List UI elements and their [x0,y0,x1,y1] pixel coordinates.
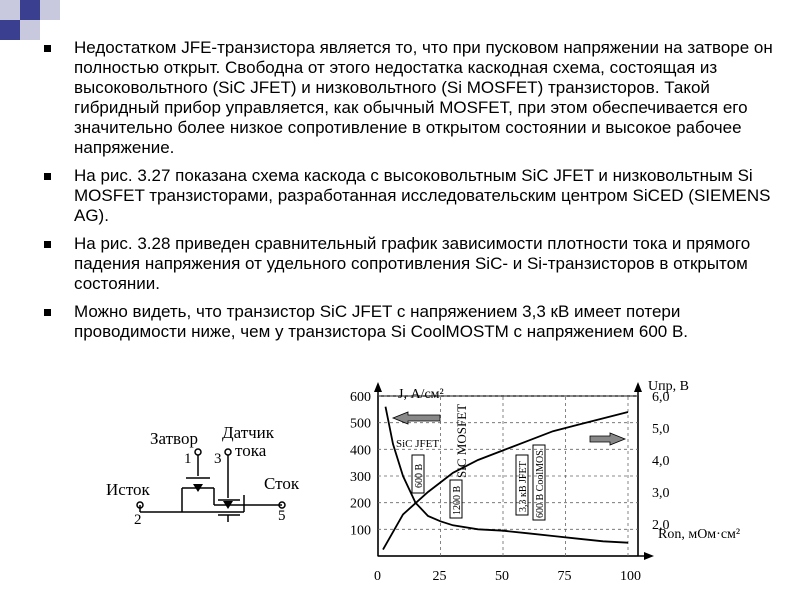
y-right-tick-label: 6,0 [652,390,670,405]
y-right-tick-label: 5,0 [652,422,670,437]
y-right-label: Uпр, В [648,379,689,394]
pin-1-label: 1 [184,451,192,467]
y-left-arrow-icon [374,382,382,392]
v600-label: 600 B [414,463,425,488]
y-left-tick-label: 600 [350,390,371,405]
source-label: Исток [106,480,150,499]
gate-label: Затвор [150,429,198,448]
bullet-text: На рис. 3.27 показана схема каскода с высоковольтным SiC JFET и низковольтным Si MOSFET транзисторами, разработанная исследовательским центром SiCED (SIEMENS AG). [74,166,771,225]
sic-jfet-label: SiC JFET [396,438,440,450]
y-left-label: J, А/см² [398,387,444,402]
y-left-tick-label: 100 [350,523,371,539]
x-arrow-icon [644,552,654,560]
x-tick-label: 50 [495,569,509,584]
bullet-text: Можно видеть, что транзистор SiC JFET с напряжением 3,3 кВ имеет потери проводимости ниже, чем у транзистора Si CoolMOSTM с напряжением 600 В. [74,302,689,341]
drain-label: Сток [264,474,300,493]
right-arrow-icon [590,433,625,445]
x-tick-label: 75 [557,569,572,584]
jfet33-label: 3,3 кВ JFET [518,461,529,512]
y-left-tick-label: 500 [350,416,371,432]
x-axis-label: Ron, мОм·см² [658,527,741,542]
y-right-arrow-icon [634,382,642,392]
bullet-text: Недостатком JFE-транзистора является то, что при пусковом напряжении на затворе он полностью открыт. Свободна от этого недостатка каскодная схема, состоящая из высоковольтного (SiC JFET) и низковольтного (Si MOSFET) транзисторов. Такой гибридный прибор управляется, как обычный MOSFET, при этом обеспечивается его значительно более низкое сопротивление в открытом состоянии и высокое рабочее напряжение. [74,38,773,157]
y-left-tick-label: 400 [350,443,371,459]
y-right-tick-label: 4,0 [652,454,670,469]
y-right-tick-label: 2,0 [652,518,670,533]
pin-5-label: 5 [278,508,286,524]
y-left-tick-label: 200 [350,496,371,512]
pin-3-label: 3 [214,451,222,467]
coolmos-label: 600 B CoolMOS [535,450,546,518]
v1200-label: 1200 B [452,485,463,515]
y-right-tick-label: 3,0 [652,486,670,501]
bullet-text: На рис. 3.28 приведен сравнительный график зависимости плотности тока и прямого падения напряжения от удельного сопротивления SiC- и Si-транзисторов в открытом состоянии. [74,234,751,293]
pin-2-label: 2 [134,512,142,528]
y-left-tick-label: 300 [350,470,371,485]
sensor-label-2: тока [235,441,267,460]
sic-mosfet-label: SiC MOSFET [454,403,469,478]
x-tick-label: 100 [620,569,641,584]
left-arrow-icon [393,412,440,424]
sensor-label-1: Датчик [222,423,275,442]
x-tick-label: 25 [432,569,447,584]
x-tick-label: 0 [374,569,381,584]
